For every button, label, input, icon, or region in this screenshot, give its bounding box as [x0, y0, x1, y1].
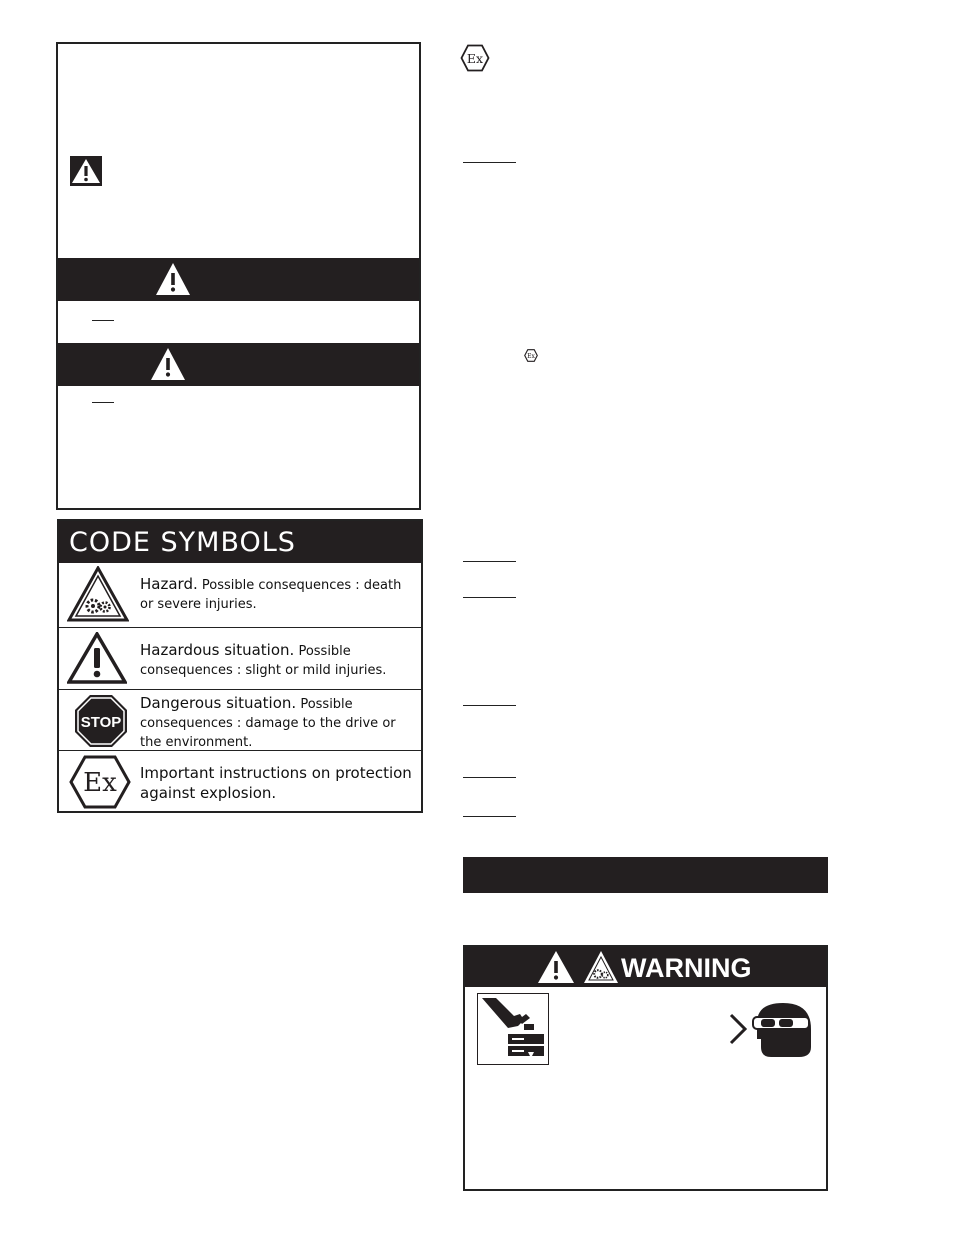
code-symbols-table: [57, 519, 423, 813]
svg-text:Ex: Ex: [466, 51, 484, 66]
code-symbol-text: [140, 694, 415, 752]
stop-label: STOP: [80, 714, 122, 731]
hand-crush-icon: [477, 993, 549, 1065]
code-symbol-head: Hazard.: [140, 575, 198, 593]
code-symbol-row: [59, 563, 421, 627]
code-symbol-desc: Possible consequences : slight or mild injuries.: [140, 644, 387, 678]
code-symbols-title: CODE SYMBOLS: [59, 521, 421, 563]
underline-mark: [92, 320, 114, 321]
code-symbol-head: Dangerous situation.: [140, 694, 297, 712]
warning-triangle-icon: [67, 632, 127, 688]
ex-icon: [460, 44, 490, 76]
underline-mark: [463, 597, 516, 598]
ex-icon: [69, 754, 131, 814]
warning-title: WARNING: [621, 953, 752, 983]
underline-mark: [463, 816, 516, 817]
underline-mark: [463, 162, 516, 163]
ex-icon: [524, 347, 538, 366]
code-symbol-desc: Possible consequences : death or severe injuries.: [140, 578, 402, 612]
warning-header: [465, 947, 826, 987]
danger-band-1: [58, 258, 419, 301]
code-symbol-text: [140, 575, 415, 614]
ex-label: Ex: [83, 768, 117, 798]
hazard-gear-icon: [67, 566, 129, 626]
warning-triangle-icon: [537, 950, 575, 988]
underline-mark: [463, 561, 516, 562]
underline-mark: [463, 705, 516, 706]
underline-mark: [92, 402, 114, 403]
code-symbol-head: Important instructions on protection against explosion.: [140, 764, 412, 802]
hazard-gear-icon: [583, 950, 619, 988]
code-symbol-row: [59, 750, 421, 811]
code-symbol-text: [140, 641, 415, 680]
code-symbol-row: [59, 627, 421, 689]
underline-mark: [463, 777, 516, 778]
warning-triangle-icon: [70, 156, 102, 190]
safety-notice-box: [56, 42, 421, 510]
warning-triangle-icon: [150, 347, 186, 385]
warning-triangle-icon: [155, 262, 191, 300]
code-symbol-row: [59, 689, 421, 750]
code-symbol-text: [140, 763, 415, 803]
safety-goggles-icon: [727, 999, 815, 1065]
code-symbol-desc: Possible consequences : damage to the drive or the environment.: [140, 697, 396, 750]
svg-text:Ex: Ex: [527, 352, 535, 360]
section-header-bar: [463, 857, 828, 893]
danger-band-2: [58, 343, 419, 386]
stop-sign-icon: [73, 693, 129, 753]
warning-box: [463, 945, 828, 1191]
code-symbol-head: Hazardous situation.: [140, 641, 295, 659]
